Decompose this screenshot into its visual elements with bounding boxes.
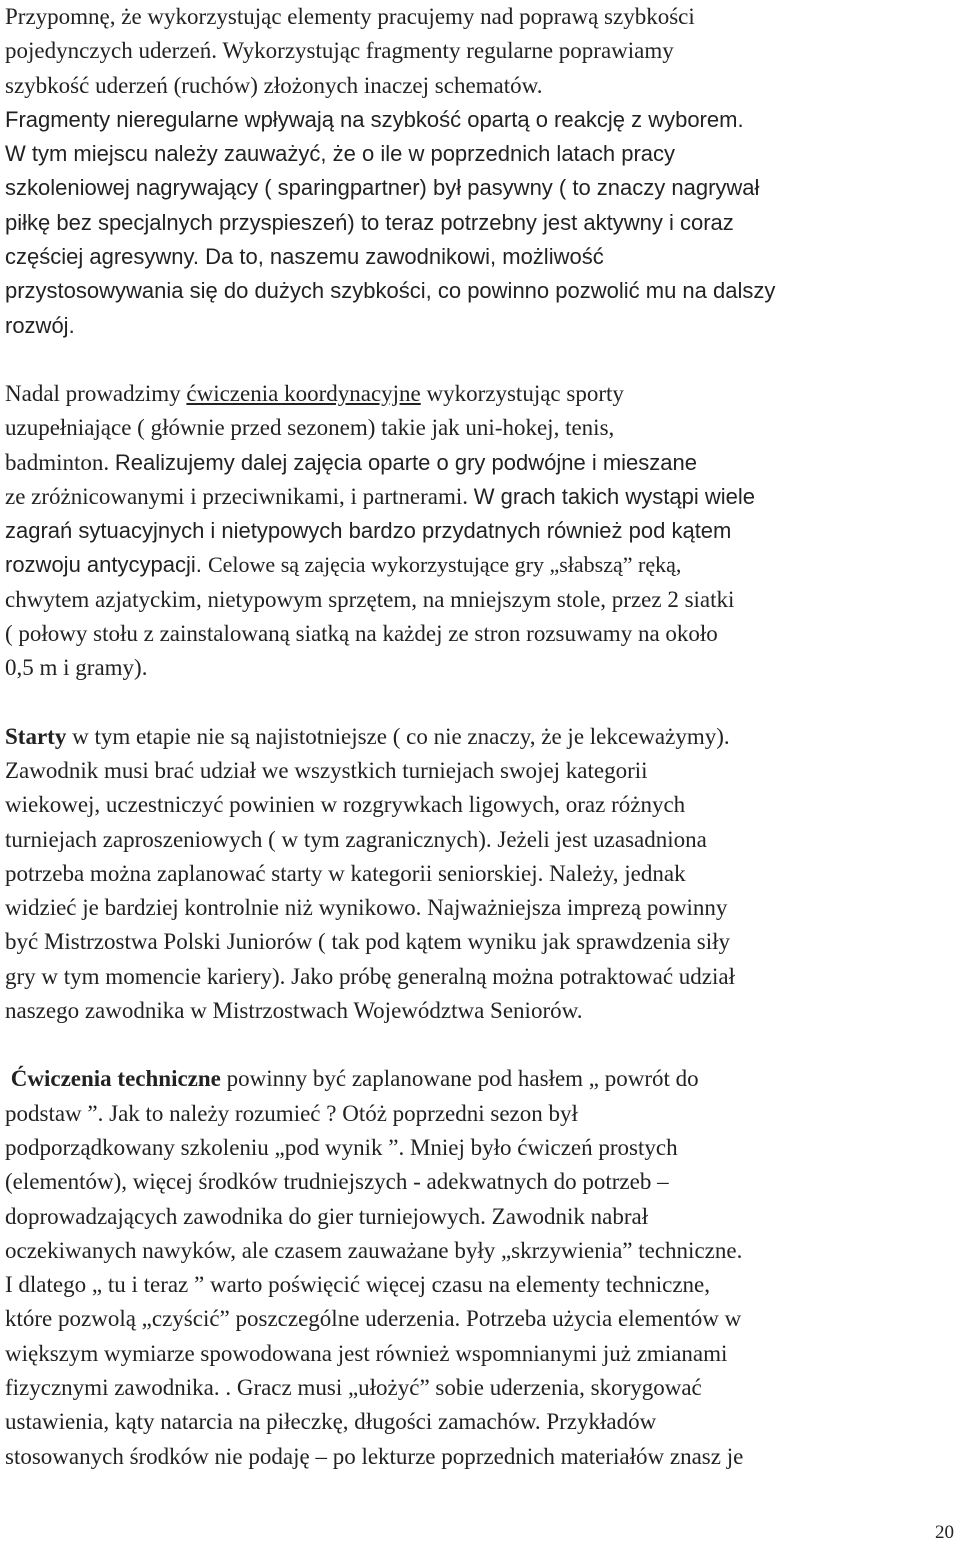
paragraph-gap	[5, 686, 953, 720]
text-run: rozwoju antycypacji.	[5, 552, 208, 578]
text-line: wiekowej, uczestniczyć powinien w rozgrywkach ligowych, oraz różnych	[5, 792, 686, 818]
text-line: uzupełniające ( głównie przed sezonem) takie jak uni-hokej, tenis,	[5, 415, 615, 441]
text-line: naszego zawodnika w Mistrzostwach Województwa Seniorów.	[5, 998, 583, 1024]
text-line: stosowanych środków nie podaję – po lekturze poprzednich materiałów znasz je	[5, 1443, 744, 1469]
text-line	[5, 446, 953, 480]
text-run: ze zróżnicowanymi i przeciwnikami, i partnerami.	[5, 483, 474, 509]
text-line: chwytem azjatyckim, nietypowym sprzętem, na mniejszym stole, przez 2 siatki	[5, 586, 735, 612]
paragraph-gap	[5, 1028, 953, 1062]
text-line: turniejach zaproszeniowych ( w tym zagranicznych). Jeżeli jest uzasadniona	[5, 826, 707, 852]
text-line: potrzeba można zaplanować starty w kategorii seniorskiej. Należy, jednak	[5, 860, 686, 886]
text-line: szybkość uderzeń (ruchów) złożonych inaczej schematów.	[5, 72, 543, 98]
paragraph-coordination	[5, 377, 953, 686]
text-line: podporządkowany szkoleniu „pod wynik ”. Mniej było ćwiczeń prostych	[5, 1134, 678, 1160]
text-line	[5, 377, 953, 411]
text-line: piłkę bez specjalnych przyspieszeń) to teraz potrzebny jest aktywny i coraz	[5, 209, 734, 235]
text-run: w tym etapie nie są najistotniejsze ( co nie znaczy, że je lekceważymy).	[66, 723, 730, 749]
page-number: 20	[935, 1522, 954, 1543]
paragraph-gap	[5, 343, 953, 377]
text-line: rozwój.	[5, 312, 75, 338]
text-line: 0,5 m i gramy).	[5, 655, 148, 681]
text-line: (elementów), więcej środków trudniejszych - adekwatnych do potrzeb –	[5, 1169, 669, 1195]
text-line: widzieć je bardziej kontrolnie niż wynikowo. Najważniejsza imprezą powinny	[5, 895, 728, 921]
text-line: Zawodnik musi brać udział we wszystkich turniejach swojej kategorii	[5, 757, 648, 783]
text-line	[5, 548, 953, 582]
text-line: ustawienia, kąty natarcia na piłeczkę, długości zamachów. Przykładów	[5, 1409, 657, 1435]
text-run: Nadal prowadzimy	[5, 380, 187, 406]
text-line	[5, 480, 953, 514]
text-run: Realizujemy dalej zajęcia oparte o gry podwójne i mieszane	[114, 449, 697, 475]
text-run: badminton.	[5, 449, 115, 475]
text-run: Celowe są zajęcia wykorzystujące gry „słabszą” ręką,	[207, 552, 682, 578]
underlined-term: ćwiczenia koordynacyjne	[186, 380, 421, 406]
text-line: częściej agresywny. Da to, naszemu zawodnikowi, możliwość	[5, 244, 604, 270]
text-line: gry w tym momencie kariery). Jako próbę generalną można potraktować udział	[5, 963, 735, 989]
text-line: fizycznymi zawodnika. . Gracz musi „ułożyć” sobie uderzenia, skorygować	[5, 1374, 702, 1400]
text-line	[5, 1062, 953, 1096]
bold-term: Ćwiczenia techniczne	[10, 1066, 221, 1092]
text-line: być Mistrzostwa Polski Juniorów ( tak pod kątem wyniku jak sprawdzenia siły	[5, 929, 731, 955]
text-line: pojedynczych uderzeń. Wykorzystując fragmenty regularne poprawiamy	[5, 38, 674, 64]
text-line: szkoleniowej nagrywający ( sparingpartner) był pasywny ( to znaczy nagrywał	[5, 175, 760, 201]
text-line: zagrań sytuacyjnych i nietypowych bardzo przydatnych również pod kątem	[5, 518, 732, 544]
text-line: przystosowywania się do dużych szybkości, co powinno pozwolić mu na dalszy	[5, 278, 776, 304]
text-line	[5, 720, 953, 754]
text-run: W grach takich wystąpi wiele	[473, 483, 755, 509]
paragraph-tournaments	[5, 720, 953, 1029]
text-line: doprowadzających zawodnika do gier turniejowych. Zawodnik nabrał	[5, 1203, 649, 1229]
document-page	[5, 0, 953, 1474]
text-run: powinny być zaplanowane pod hasłem „ powrót do	[220, 1066, 699, 1092]
bold-term: Starty	[5, 723, 67, 749]
text-line: Fragmenty nieregularne wpływają na szybkość opartą o reakcję z wyborem.	[5, 106, 744, 132]
text-line: które pozwolą „czyścić” poszczególne uderzenia. Potrzeba użycia elementów w	[5, 1306, 742, 1332]
text-line: podstaw ”. Jak to należy rozumieć ? Otóż poprzedni sezon był	[5, 1100, 578, 1126]
text-line: większym wymiarze spowodowana jest również wspomnianymi już zmianami	[5, 1340, 728, 1366]
text-line: W tym miejscu należy zauważyć, że o ile w poprzednich latach pracy	[5, 141, 676, 167]
text-line: Przypomnę, że wykorzystując elementy pracujemy nad poprawą szybkości	[5, 4, 695, 29]
text-line: I dlatego „ tu i teraz ” warto poświęcić więcej czasu na elementy techniczne,	[5, 1272, 710, 1298]
paragraph-speed-elements	[5, 0, 953, 343]
paragraph-technique	[5, 1062, 953, 1474]
text-run: wykorzystując sporty	[420, 380, 624, 406]
text-line: oczekiwanych nawyków, ale czasem zauważane były „skrzywienia” techniczne.	[5, 1237, 743, 1263]
text-line: ( połowy stołu z zainstalowaną siatką na każdej ze stron rozsuwamy na około	[5, 621, 718, 647]
